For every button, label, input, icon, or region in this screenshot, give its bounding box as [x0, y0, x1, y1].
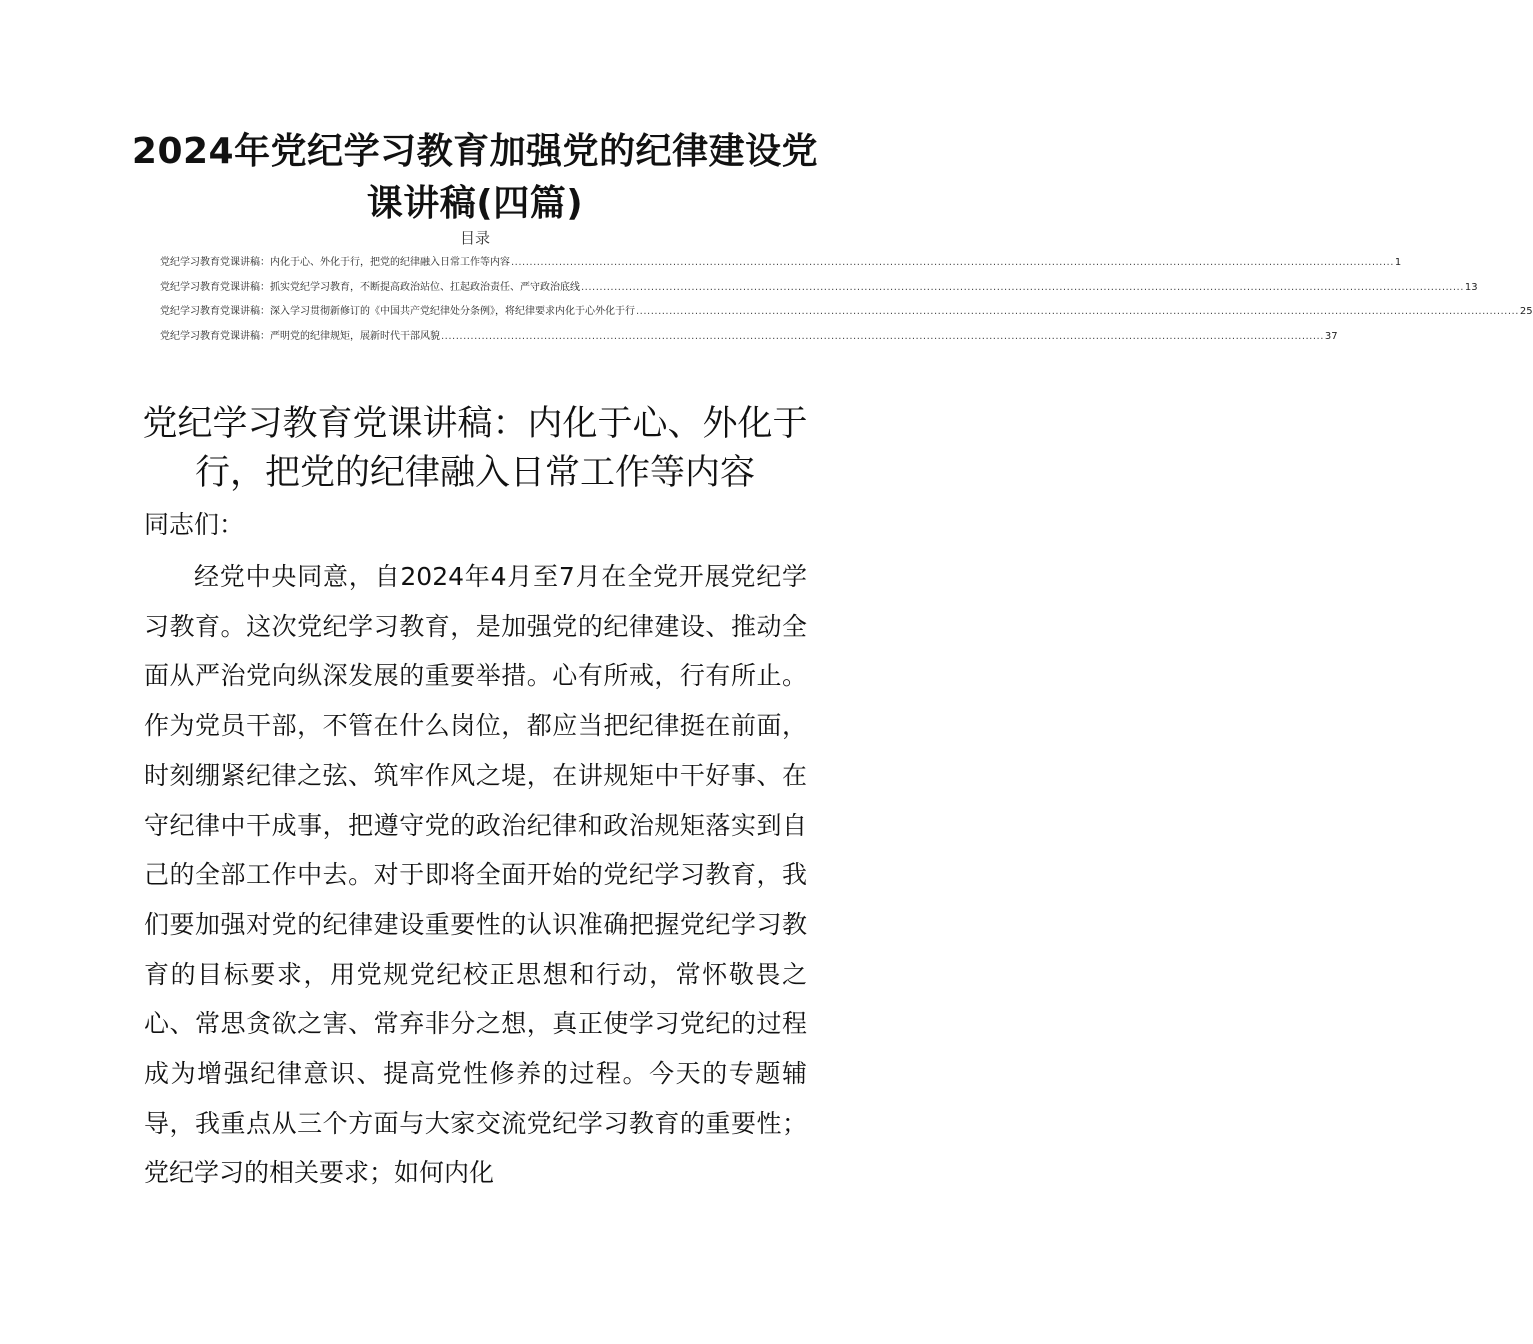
toc-dot-leader [441, 328, 1324, 346]
toc-dot-leader [511, 254, 1394, 272]
toc-entry-title: 党纪学习教育党课讲稿：严明党的纪律规矩，展新时代干部风貌 [160, 330, 440, 342]
toc-page-number: 37 [1324, 330, 1338, 342]
toc-entry-title: 党纪学习教育党课讲稿：内化于心、外化于行，把党的纪律融入日常工作等内容 [160, 257, 510, 268]
toc-entry[interactable] [160, 303, 1533, 328]
document-title: 2024年党纪学习教育加强党的纪律建设党课讲稿(四篇) [131, 131, 819, 224]
toc-page-number: 1 [1394, 257, 1402, 268]
toc-dot-leader [636, 303, 1519, 321]
toc-heading: 目录 [459, 229, 490, 247]
section-title: 党纪学习教育党课讲稿：内化于心、外化于行，把党的纪律融入日常工作等内容 [142, 404, 808, 493]
salutation: 同志们： [144, 510, 245, 539]
toc-entry[interactable] [160, 328, 1338, 353]
toc-page-number: 13 [1464, 281, 1478, 293]
toc-entry[interactable] [160, 279, 1478, 304]
toc-entry[interactable] [160, 254, 1402, 279]
body-paragraph: 经党中央同意，自2024年4月至7月在全党开展党纪学习教育。这次党纪学习教育，是加强党的纪律建设、推动全面从严治党向纵深发展的重要举措。心有所戒，行有所止。作为党员干部，不管在什么岗位，都应当把纪律挺在前面，时刻绷紧纪律之弦、筑牢作风之堤，在讲规矩中干好事、在守纪律中干成事，把遵守党的政治纪律和政治规矩落实到自己的全部工作中去。对于即将全面开始的党纪学习教育，我们要加强对党的纪律建设重要性的认识准确把握党纪学习教育的目标要求，用党规党纪校正思想和行动，常怀敬畏之心、常思贪欲之害、常弃非分之想，真正使学习党纪的过程成为增强纪律意识、提高党性修养的过程。今天的专题辅导，我重点从三个方面与大家交流党纪学习教育的重要性；党纪学习的相关要求；如何内化 [144, 562, 807, 1188]
toc-entry-title: 党纪学习教育党课讲稿：抓实党纪学习教育，不断提高政治站位、扛起政治责任、严守政治底线 [160, 281, 580, 293]
toc-entry-title: 党纪学习教育党课讲稿：深入学习贯彻新修订的《中国共产党纪律处分条例》，将纪律要求内化于心外化于行 [160, 306, 635, 317]
toc-dot-leader [581, 279, 1464, 297]
toc-page-number: 25 [1519, 306, 1533, 317]
table-of-contents [160, 254, 1533, 352]
